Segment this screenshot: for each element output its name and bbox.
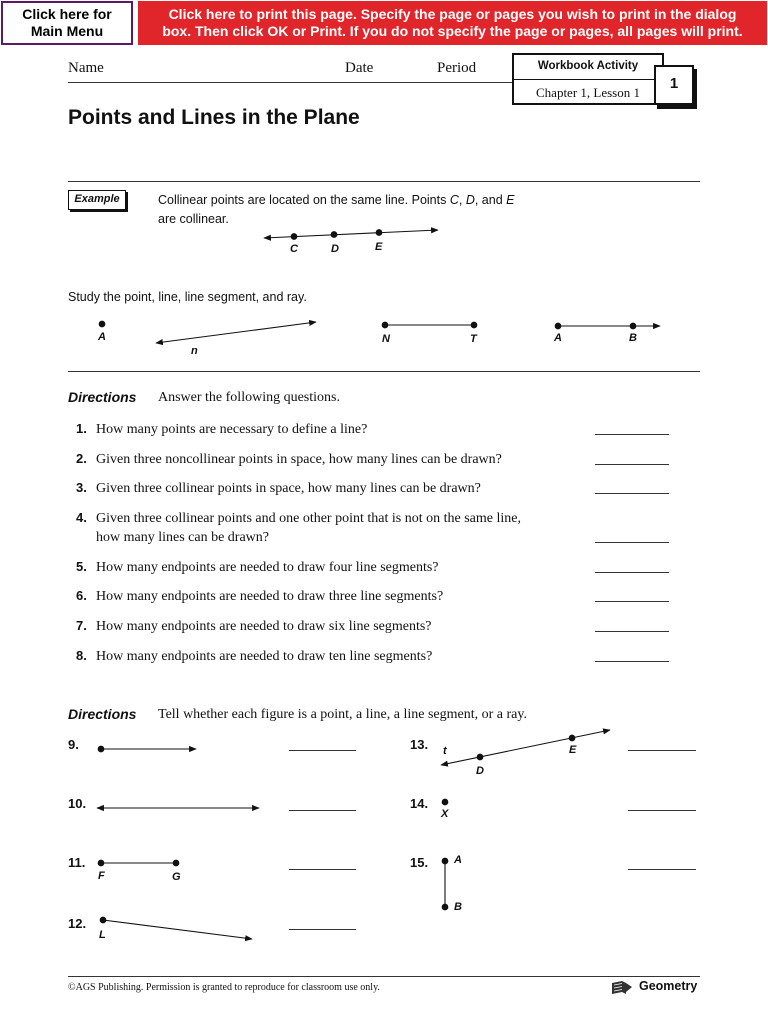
- point-e: [376, 230, 382, 236]
- label-f: F: [98, 870, 105, 882]
- copyright-text: ©AGS Publishing. Permission is granted to reproduce for classroom use only.: [68, 982, 380, 993]
- directions2-text: Tell whether each figure is a point, a line, a line segment, or a ray.: [158, 707, 527, 722]
- item-number-11: 11.: [68, 855, 86, 870]
- example-point-e: E: [506, 193, 515, 207]
- question-text: How many endpoints are needed to draw six line segments?: [96, 619, 432, 634]
- question-number: 2.: [76, 451, 87, 466]
- study-label-n: n: [191, 345, 198, 357]
- name-label: Name: [68, 60, 104, 76]
- directions2-heading: Directions: [68, 706, 137, 722]
- item-number-10: 10.: [68, 796, 87, 811]
- fig9-endpoint: [98, 746, 104, 752]
- item-number-13: 13.: [410, 737, 429, 752]
- study-text: Study the point, line, line segment, and ray.: [68, 290, 307, 304]
- point-a-ray: [555, 323, 561, 329]
- item-number-14: 14.: [410, 796, 429, 811]
- main-menu-line2: Main Menu: [30, 23, 104, 39]
- directions1-heading: Directions: [68, 389, 137, 405]
- study-label-a2: A: [554, 332, 562, 344]
- fig11-point-g: [173, 860, 179, 866]
- study-line-n: [156, 322, 316, 343]
- label-b-15: B: [454, 901, 462, 913]
- example-sep1: ,: [458, 193, 466, 207]
- answer-blank-7[interactable]: [595, 631, 669, 632]
- answer-blank-3[interactable]: [595, 493, 669, 494]
- label-t: t: [443, 745, 447, 757]
- example-tag: Example: [68, 190, 126, 210]
- label-d-13: D: [476, 765, 484, 777]
- label-a-15: A: [454, 854, 462, 866]
- answer-blank-14[interactable]: [628, 810, 696, 811]
- fig13-point-e: [569, 735, 575, 741]
- study-label-a: A: [98, 331, 106, 343]
- answer-blank-10[interactable]: [289, 810, 356, 811]
- section-rule-mid: [68, 371, 700, 372]
- answer-blank-8[interactable]: [595, 661, 669, 662]
- example-text-pre: Collinear points are located on the same line. Points: [158, 193, 450, 207]
- answer-blank-9[interactable]: [289, 750, 356, 751]
- answer-blank-15[interactable]: [628, 869, 696, 870]
- item-number-12: 12.: [68, 916, 87, 931]
- question-number: 6.: [76, 588, 87, 603]
- example-point-c: C: [449, 193, 459, 207]
- label-l: L: [99, 929, 106, 941]
- fig11-point-f: [98, 860, 104, 866]
- question-text: How many points are necessary to define a line?: [96, 422, 368, 437]
- fig14-point-x: [442, 799, 448, 805]
- label-e-13: E: [569, 744, 577, 756]
- question-text: How many endpoints are needed to draw three line segments?: [96, 589, 444, 604]
- study-label-nn: N: [382, 333, 390, 345]
- example-point-d: D: [465, 193, 475, 207]
- item-number-15: 15.: [410, 855, 429, 870]
- fig15-point-b: [442, 904, 448, 910]
- study-label-t: T: [470, 333, 477, 345]
- fig12-point-l: [100, 917, 106, 923]
- question-text: Given three collinear points and one other point that is not on the same line,: [96, 511, 521, 526]
- label-c: C: [290, 243, 298, 255]
- date-label: Date: [345, 60, 374, 76]
- example-line: [264, 230, 438, 238]
- fig13-point-d: [477, 754, 483, 760]
- page-title: Points and Lines in the Plane: [68, 106, 360, 129]
- answer-blank-6[interactable]: [595, 601, 669, 602]
- footer-rule: [68, 976, 700, 977]
- answer-blank-12[interactable]: [289, 929, 356, 930]
- print-line1: Click here to print this page. Specify the page or pages you wish to print in the dialog: [168, 6, 737, 22]
- period-label: Period: [437, 60, 477, 76]
- answer-blank-4[interactable]: [595, 542, 669, 543]
- answer-blank-2[interactable]: [595, 464, 669, 465]
- book-icon: [611, 980, 635, 996]
- label-e: E: [375, 241, 383, 253]
- question-text: Given three collinear points in space, how many lines can be drawn?: [96, 481, 481, 496]
- label-d: D: [331, 243, 339, 255]
- answer-blank-5[interactable]: [595, 572, 669, 573]
- item-number-9: 9.: [68, 737, 79, 752]
- question-text: How many endpoints are needed to draw four line segments?: [96, 560, 439, 575]
- directions1-text: Answer the following questions.: [158, 390, 340, 405]
- answer-blank-1[interactable]: [595, 434, 669, 435]
- question-number: 1.: [76, 421, 87, 436]
- fig12-ray: [103, 920, 252, 939]
- study-label-b: B: [629, 332, 637, 344]
- answer-blank-13[interactable]: [628, 750, 696, 751]
- question-text-cont: how many lines can be drawn?: [96, 530, 269, 545]
- fig15-point-a: [442, 858, 448, 864]
- study-point-a: [99, 321, 105, 327]
- point-n: [382, 322, 388, 328]
- example-text-line2: are collinear.: [158, 212, 229, 226]
- label-x: X: [441, 808, 449, 820]
- point-t: [471, 322, 477, 328]
- point-d: [331, 232, 337, 238]
- workbook-label: Workbook Activity: [514, 55, 662, 80]
- example-sep2: , and: [474, 193, 507, 207]
- fig13-line: [441, 730, 610, 765]
- question-number: 5.: [76, 559, 87, 574]
- question-number: 7.: [76, 618, 87, 633]
- answer-blank-11[interactable]: [289, 869, 356, 870]
- question-number: 4.: [76, 510, 87, 525]
- label-g: G: [172, 871, 181, 883]
- point-c: [291, 234, 297, 240]
- question-text: Given three noncollinear points in space, how many lines can be drawn?: [96, 452, 502, 467]
- brand-label: Geometry: [639, 979, 698, 993]
- point-b-ray: [630, 323, 636, 329]
- print-line2: box. Then click OK or Print. If you do not specify the page or pages, all pages will print.: [162, 23, 743, 39]
- chapter-label: Chapter 1, Lesson 1: [536, 85, 640, 100]
- question-text: How many endpoints are needed to draw ten line segments?: [96, 649, 433, 664]
- main-menu-line1: Click here for: [22, 6, 112, 22]
- question-number: 3.: [76, 480, 87, 495]
- activity-number-badge: 1: [654, 65, 694, 105]
- question-number: 8.: [76, 648, 87, 663]
